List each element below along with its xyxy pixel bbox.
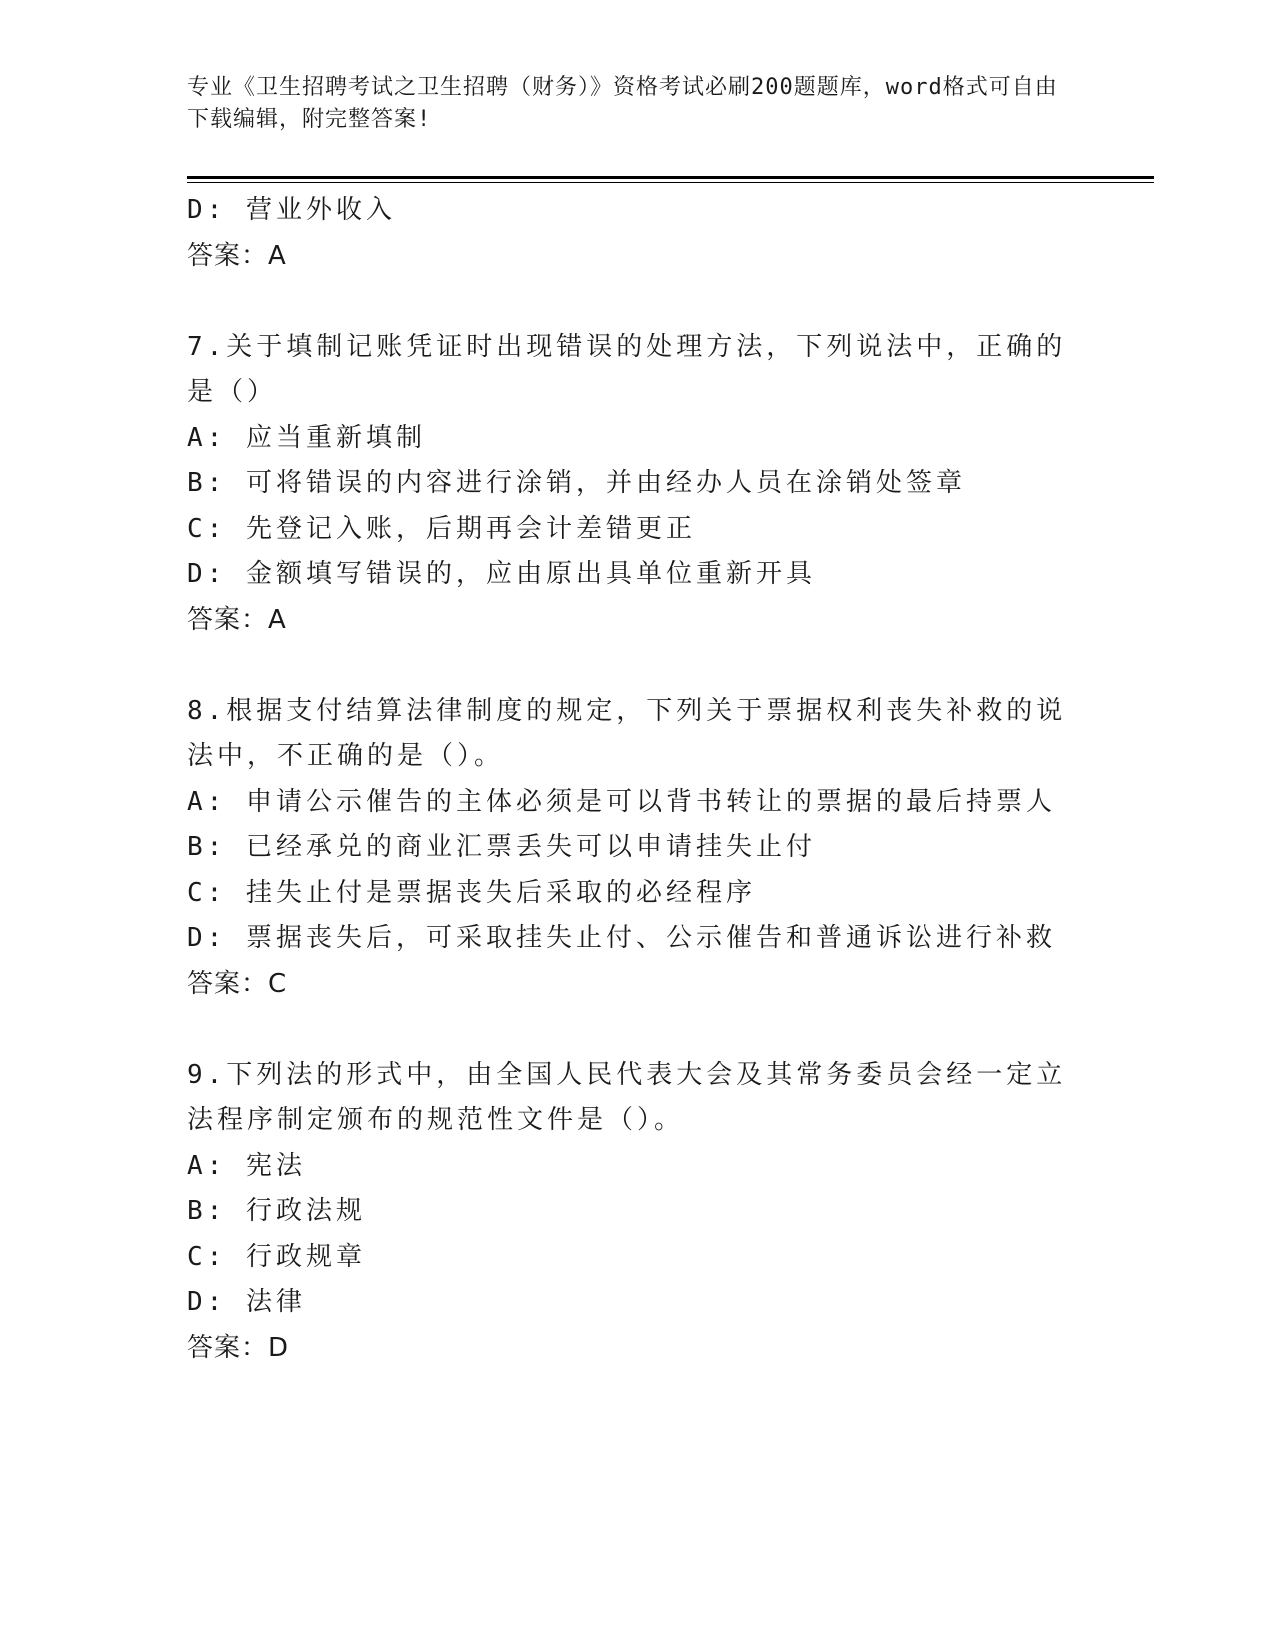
header-rule-thin [187,182,1154,183]
question-8 [187,689,1067,1008]
option-c: C: 先登记入账，后期再会计差错更正 [187,513,696,544]
question-7 [187,325,1067,644]
question-content [187,188,1067,1371]
option-a: A: 宪法 [187,1150,306,1181]
option-a: A: 申请公示催告的主体必须是可以背书转让的票据的最后持票人 [187,786,1056,817]
question-stem: 8.根据支付结算法律制度的规定，下列关于票据权利丧失补救的说法中，不正确的是（）。 [187,695,1067,771]
question-9 [187,1053,1067,1372]
option-b: B: 可将错误的内容进行涂销，并由经办人员在涂销处签章 [187,468,966,498]
prev-answer: 答案：A [187,240,287,271]
option-b: B: 已经承兑的商业汇票丢失可以申请挂失止付 [187,832,816,862]
question-stem: 9.下列法的形式中，由全国人民代表大会及其常务委员会经一定立法程序制定颁布的规范性文件是（）。 [187,1059,1067,1135]
prev-option-d: D: 营业外收入 [187,195,396,225]
option-a: A: 应当重新填制 [187,422,426,453]
option-d: D: 金额填写错误的，应由原出具单位重新开具 [187,559,816,589]
answer: 答案：C [187,968,288,999]
header-rule-thick [187,176,1154,179]
answer: 答案：D [187,1332,290,1363]
option-c: C: 挂失止付是票据丧失后采取的必经程序 [187,877,756,908]
question-stem: 7.关于填制记账凭证时出现错误的处理方法，下列说法中，正确的是（） [187,331,1067,407]
option-b: B: 行政法规 [187,1196,366,1226]
answer: 答案：A [187,604,287,635]
document-header: 专业《卫生招聘考试之卫生招聘（财务）》资格考试必刷200题题库，word格式可自由下载编辑，附完整答案! [187,75,1058,132]
option-d: D: 法律 [187,1287,306,1317]
option-d: D: 票据丧失后，可采取挂失止付、公示催告和普通诉讼进行补救 [187,923,1056,953]
option-c: C: 行政规章 [187,1241,366,1272]
